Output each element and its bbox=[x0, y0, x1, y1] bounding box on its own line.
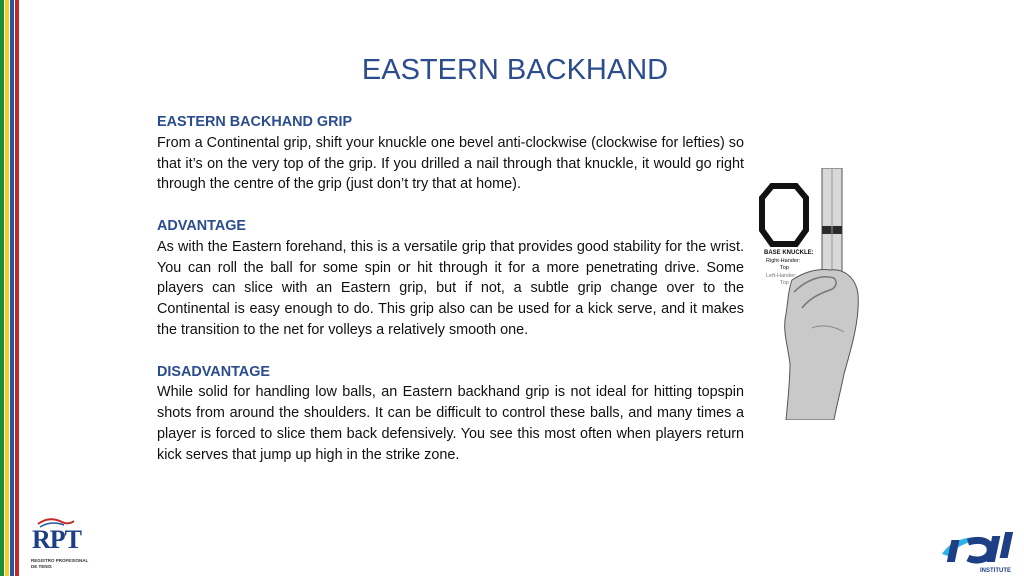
section-body: From a Continental grip, shift your knuckle one bevel anti-clockwise (clockwise for lefties) so that it’s on the very top of the grip. If you drilled a nail through that knuckle, it would go right through the centre of the grip (just don’t try that at home). bbox=[157, 134, 744, 193]
stripe-blue bbox=[10, 0, 14, 576]
grip-label-title: BASE KNUCKLE: bbox=[764, 250, 814, 256]
rpt-subtitle-line-1: REGISTRO PROFESIONAL bbox=[31, 558, 89, 563]
section-body: As with the Eastern forehand, this is a versatile grip that provides good stability for the wrist. You can roll the ball for some spin or hit through it for a more penetrating drive. Some players can slice with an Eastern grip, but if not, a subtle grip change over to the Continental is easy enough to do. This grip also can be used for a kick serve, and it makes the transition to the net for volleys a relatively smooth one. bbox=[157, 238, 744, 338]
section-heading: DISADVANTAGE bbox=[157, 363, 270, 380]
section-advantage bbox=[157, 216, 744, 341]
grip-octagon-icon bbox=[762, 186, 806, 244]
section-body: While solid for handling low balls, an Eastern backhand grip is not ideal for hitting topspin shots from around the shoulders. It can be difficult to control these balls, and many times a player is forced to slice them back defensively. You see this most often when players return kick serves that jump up high in the strike zone. bbox=[157, 384, 744, 463]
section-heading: ADVANTAGE bbox=[157, 217, 247, 234]
iti-logo bbox=[936, 528, 1024, 576]
grip-illustration bbox=[752, 168, 864, 420]
hand-image bbox=[785, 269, 859, 420]
stripe-green bbox=[0, 0, 4, 576]
slide-content bbox=[157, 112, 744, 486]
iti-caption: INSTITUTE bbox=[980, 568, 1011, 574]
stripe-red bbox=[15, 0, 19, 576]
grip-label-right-pos: Top bbox=[780, 265, 789, 271]
rpt-subtitle bbox=[31, 558, 101, 569]
grip-label-left: Left-Hander: bbox=[766, 273, 797, 279]
section-heading: EASTERN BACKHAND GRIP bbox=[157, 114, 353, 130]
section-grip bbox=[157, 112, 744, 195]
rpt-wordmark: RPT bbox=[32, 525, 81, 554]
iti-logo-icon bbox=[936, 528, 1024, 568]
slide-title: EASTERN BACKHAND bbox=[361, 54, 669, 86]
grip-label-right: Right-Hander: bbox=[766, 258, 801, 264]
section-disadvantage bbox=[157, 362, 744, 466]
rpt-subtitle-line-2: DE TENIS bbox=[31, 563, 52, 569]
rpt-logo bbox=[26, 514, 96, 576]
stripe-yellow bbox=[5, 0, 9, 576]
decorative-color-stripes bbox=[0, 0, 24, 576]
grip-label-left-pos: Top bbox=[780, 280, 789, 286]
